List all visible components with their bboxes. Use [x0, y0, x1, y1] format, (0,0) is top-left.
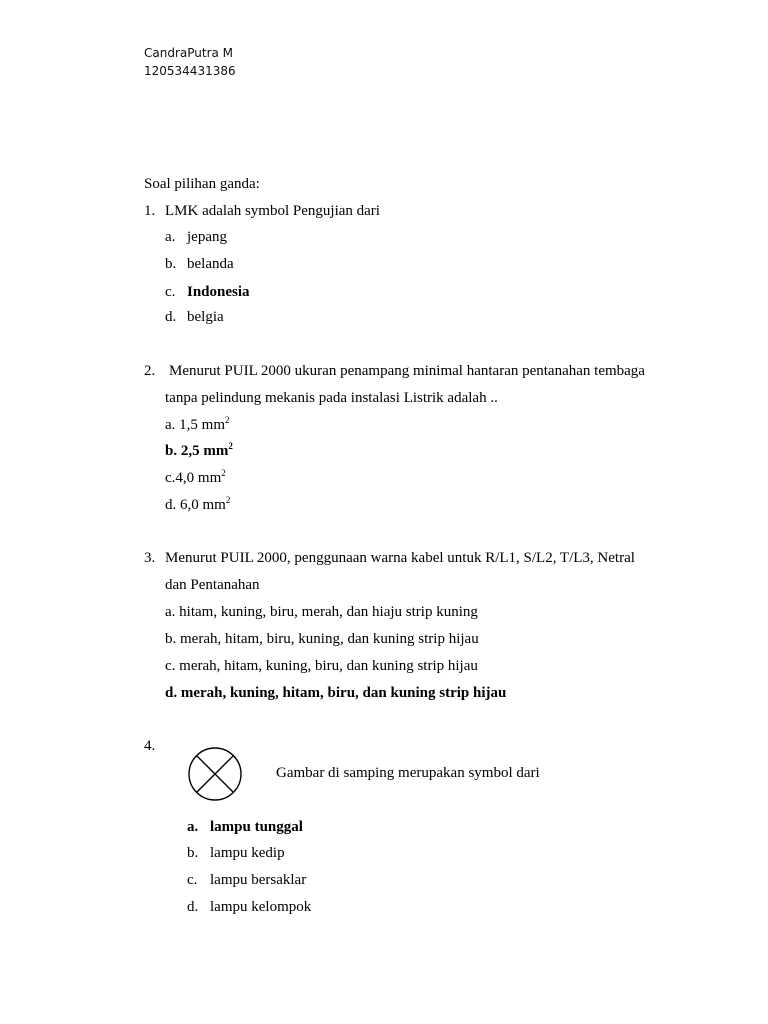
q2-option-d	[165, 495, 230, 515]
q4-option-text: lampu kedip	[210, 845, 285, 861]
q4-option-b	[187, 843, 285, 863]
q1-number: 1.	[144, 203, 156, 219]
q1-option-letter: b.	[165, 256, 177, 272]
q4-option-d	[187, 897, 311, 917]
q2-option-sup: 2	[221, 468, 226, 478]
q4-option-text: lampu tunggal	[210, 819, 303, 835]
author-id: 120534431386	[144, 64, 236, 78]
q4-option-letter: a.	[187, 819, 199, 835]
q3-option-c: c. merah, hitam, kuning, biru, dan kuning strip hijau	[165, 658, 478, 674]
q1-option-text: belgia	[187, 309, 224, 325]
lamp-symbol-icon	[187, 746, 243, 802]
q1-option-text: belanda	[187, 256, 234, 272]
q3-option-d: d. merah, kuning, hitam, biru, dan kuning strip hijau	[165, 685, 507, 701]
q4-option-c	[187, 870, 306, 890]
q4-option-text: lampu kelompok	[210, 899, 312, 915]
q4-option-a	[187, 817, 303, 837]
q1-option-letter: d.	[165, 309, 177, 325]
author-header	[144, 44, 236, 80]
q4-option-text: lampu bersaklar	[210, 872, 307, 888]
q1-option-c	[165, 282, 250, 302]
q1-option-d	[165, 307, 224, 327]
q2-option-text: a. 1,5 mm	[165, 417, 225, 433]
q2-option-sup: 2	[225, 495, 231, 505]
q1-text: LMK adalah symbol Pengujian dari	[165, 203, 380, 219]
q2-option-c	[165, 468, 226, 488]
q1-option-text: jepang	[187, 229, 227, 245]
q2-option-sup: 2	[225, 415, 230, 425]
q4-option-letter: c.	[187, 872, 198, 888]
q1-option-a	[165, 227, 227, 247]
q2-line-1: Menurut PUIL 2000 ukuran penampang minimal hantaran pentanahan tembaga	[169, 363, 645, 379]
q3-line-1: Menurut PUIL 2000, penggunaan warna kabel untuk R/L1, S/L2, T/L3, Netral	[165, 550, 635, 566]
q2-option-a	[165, 415, 230, 435]
q4-option-letter: b.	[187, 845, 199, 861]
q4-text: Gambar di samping merupakan symbol dari	[276, 765, 540, 781]
q3-line-2: dan Pentanahan	[165, 577, 260, 593]
q2-option-sup: 2	[228, 441, 233, 451]
q3-option-b: b. merah, hitam, biru, kuning, dan kuning strip hijau	[165, 631, 479, 647]
q3-number: 3.	[144, 550, 156, 566]
q2-line-2: tanpa pelindung mekanis pada instalasi Listrik adalah ..	[165, 390, 498, 406]
q1-option-text: Indonesia	[187, 284, 250, 300]
q1-option-b	[165, 254, 234, 274]
q2-option-b	[165, 441, 233, 461]
q3-option-a: a. hitam, kuning, biru, merah, dan hiaju strip kuning	[165, 604, 478, 620]
q2-number: 2.	[144, 363, 156, 379]
q4-option-letter: d.	[187, 899, 199, 915]
q2-option-text: b. 2,5 mm	[165, 443, 229, 459]
author-name: CandraPutra M	[144, 46, 234, 60]
intro-text: Soal pilihan ganda:	[144, 176, 260, 192]
q4-number: 4.	[144, 738, 156, 754]
q2-option-text: c.4,0 mm	[165, 470, 222, 486]
q2-option-text: d. 6,0 mm	[165, 497, 226, 513]
q1-option-letter: a.	[165, 229, 176, 245]
q1-option-letter: c.	[165, 284, 176, 300]
